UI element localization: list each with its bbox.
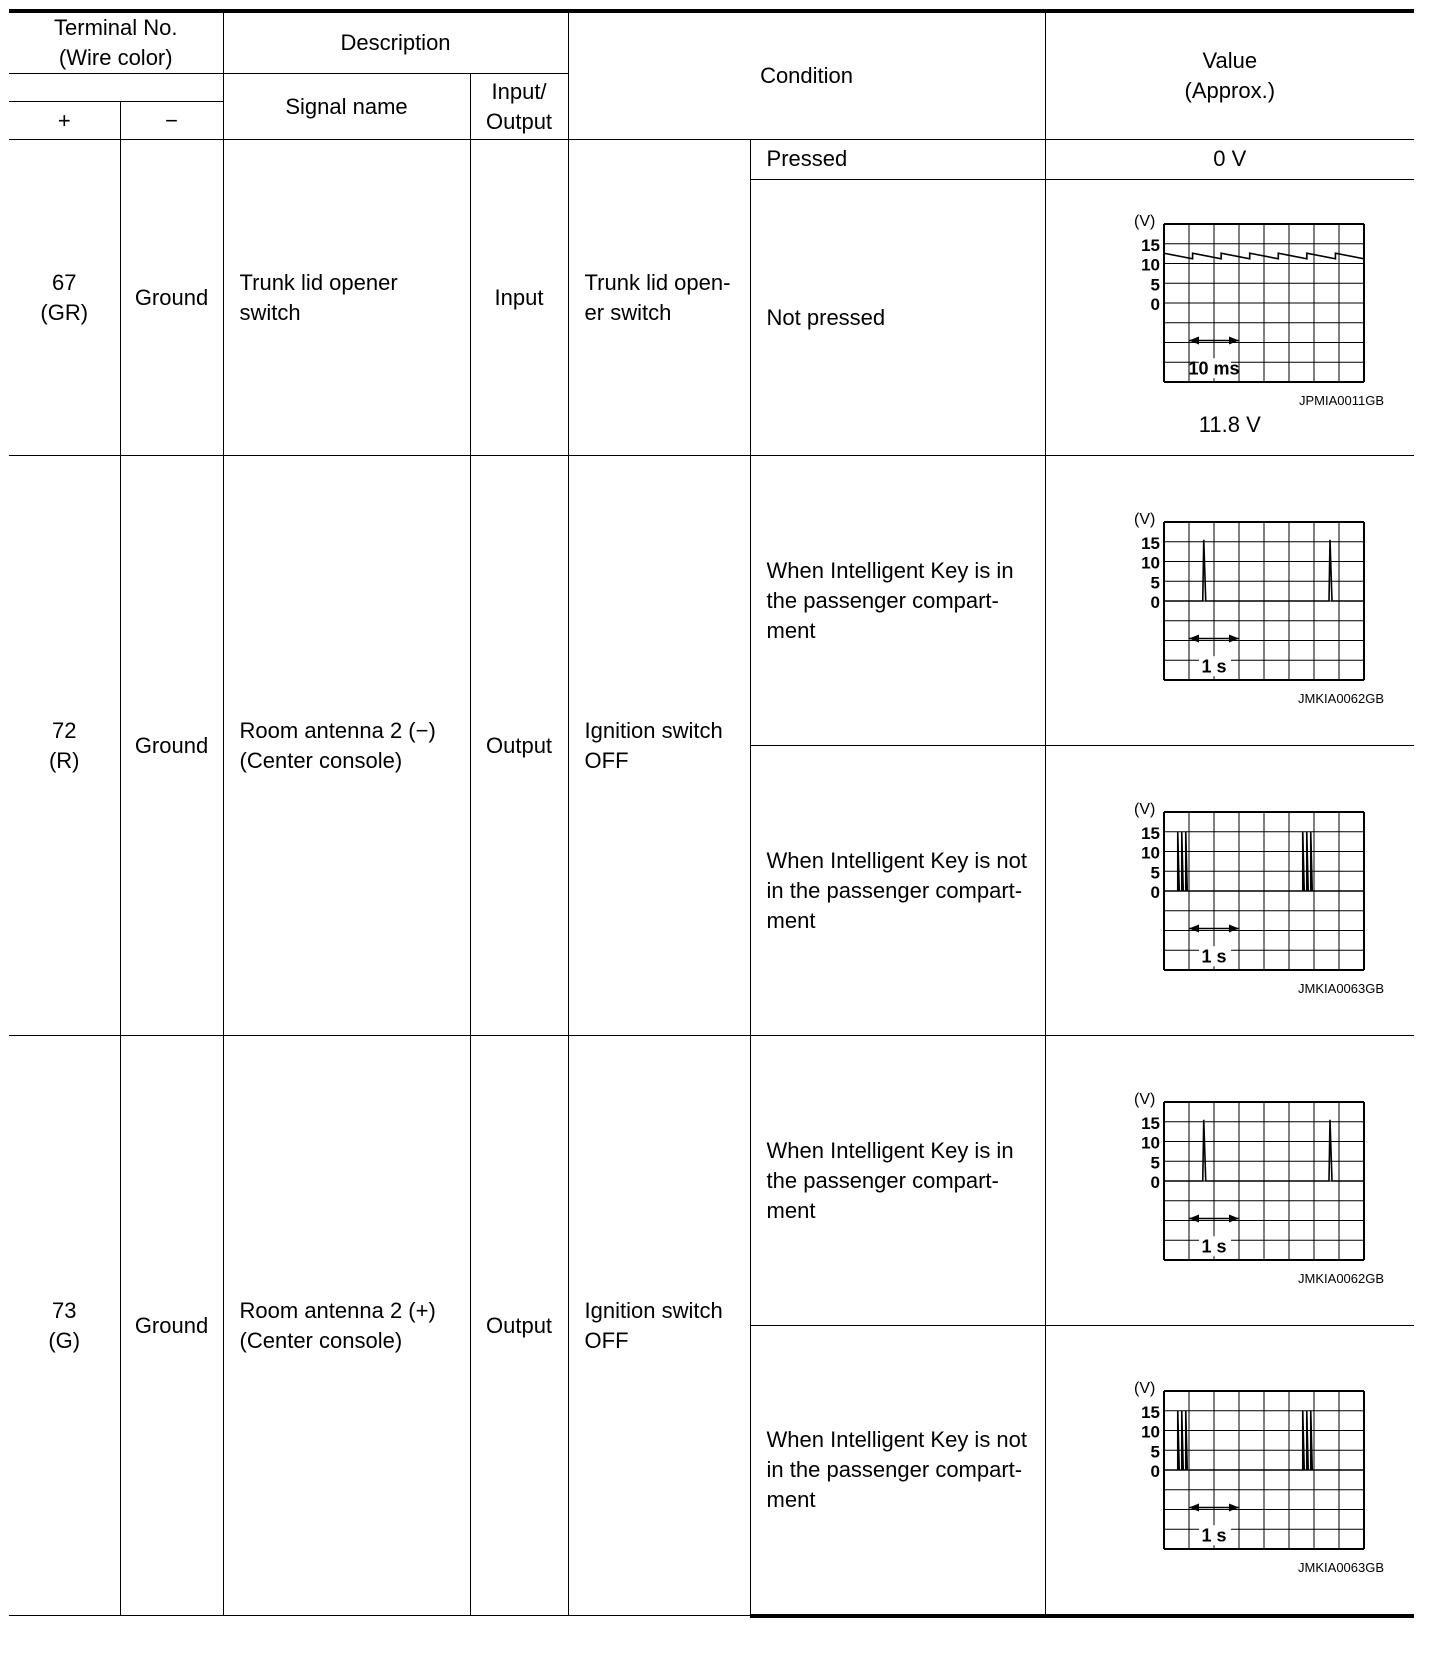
sub-condition-cell [750, 746, 1045, 1036]
tick-label: 0 [1150, 882, 1160, 902]
io-cell: Input [470, 140, 568, 456]
terminal-plus-cell [9, 456, 120, 1036]
table-row [9, 456, 1414, 746]
tick-label: 15 [1140, 1113, 1160, 1133]
signal-name-cell [223, 1036, 470, 1616]
terminal-spec-table [9, 9, 1414, 1618]
header-terminal-no [9, 11, 223, 74]
tick-label: 0 [1150, 1172, 1160, 1192]
sub-condition-line: When Intelligent Key is not [766, 847, 1028, 873]
tick-label: 5 [1150, 572, 1160, 592]
terminal-plus-cell [9, 1036, 120, 1616]
terminal-minus-cell: Ground [120, 1036, 223, 1616]
header-minus: − [120, 102, 223, 140]
wire-color: (R) [48, 747, 80, 773]
signal-name-cell [223, 140, 470, 456]
waveform-figure [1046, 496, 1415, 706]
oscilloscope-waveform [1080, 496, 1380, 692]
condition-line: OFF [584, 1327, 629, 1353]
sub-condition-cell: Not pressed [750, 180, 1045, 456]
signal-name-line: switch [239, 299, 301, 325]
header-input-output [470, 74, 568, 140]
value-cell [1045, 456, 1414, 746]
tick-label: 0 [1150, 592, 1160, 612]
signal-name-line: (Center console) [239, 747, 403, 773]
header-value-text: Value [1202, 48, 1258, 73]
sub-condition-line: When Intelligent Key is in [766, 557, 1014, 583]
sub-condition-cell [750, 1326, 1045, 1616]
figure-code: JMKIA0062GB [1298, 690, 1385, 706]
sub-condition-line: the passenger compart- [766, 587, 999, 613]
tick-label: 15 [1140, 823, 1160, 843]
header-output-text: Output [486, 108, 553, 134]
axis-unit: (V) [1133, 212, 1156, 230]
header-wire-color-text: (Wire color) [58, 45, 173, 70]
tick-label: 5 [1150, 274, 1160, 294]
header-input-text: Input/ [491, 78, 547, 104]
figure-code: JMKIA0062GB [1298, 1270, 1385, 1286]
table-row [9, 140, 1414, 180]
value-cell [1045, 180, 1414, 456]
condition-cell [568, 1036, 750, 1616]
sub-condition-line: When Intelligent Key is in [766, 1137, 1014, 1163]
terminal-plus-cell [9, 140, 120, 456]
tick-label: 15 [1140, 533, 1160, 553]
signal-name-line: Room antenna 2 (−) [239, 717, 436, 743]
sub-condition-line: ment [766, 1197, 816, 1223]
sub-condition-line: ment [766, 617, 816, 643]
wire-color: (GR) [40, 299, 89, 325]
header-condition: Condition [568, 11, 1045, 140]
figure-code: JPMIA0011GB [1299, 392, 1385, 408]
tick-label: 5 [1150, 862, 1160, 882]
condition-cell [568, 140, 750, 456]
terminal-number: 67 [52, 269, 77, 295]
signal-name-line: (Center console) [239, 1327, 403, 1353]
waveform-figure [1046, 198, 1415, 438]
tick-label: 5 [1150, 1152, 1160, 1172]
tick-label: 10 [1140, 255, 1160, 274]
sub-condition-line: in the passenger compart- [766, 877, 1023, 903]
oscilloscope-waveform [1080, 786, 1380, 982]
io-cell: Output [470, 1036, 568, 1616]
tick-label: 10 [1140, 1133, 1160, 1152]
tick-label: 0 [1150, 1461, 1160, 1481]
signal-name-cell [223, 456, 470, 1036]
terminal-minus-cell: Ground [120, 140, 223, 456]
oscilloscope-waveform [1080, 198, 1380, 394]
value-cell [1045, 1326, 1414, 1616]
header-signal-name: Signal name [223, 74, 470, 140]
axis-unit: (V) [1133, 510, 1156, 528]
header-approx-text: (Approx.) [1184, 78, 1276, 103]
time-scale-label: 1 s [1201, 945, 1227, 966]
terminal-number: 73 [52, 1297, 77, 1323]
sub-condition-line: ment [766, 1486, 816, 1512]
sub-condition-cell: Pressed [750, 140, 1045, 180]
terminal-minus-cell: Ground [120, 456, 223, 1036]
sub-condition-cell [750, 456, 1045, 746]
time-scale-label: 1 s [1201, 655, 1227, 676]
condition-line: Ignition switch [584, 717, 723, 743]
header-value [1045, 11, 1414, 140]
axis-unit: (V) [1133, 1090, 1156, 1108]
wire-color: (G) [48, 1327, 81, 1353]
terminal-number: 72 [52, 717, 77, 743]
io-cell: Output [470, 456, 568, 1036]
sub-condition-line: ment [766, 907, 816, 933]
sub-condition-cell [750, 1036, 1045, 1326]
condition-line: Trunk lid open- [584, 269, 731, 295]
oscilloscope-waveform [1080, 1076, 1380, 1272]
signal-name-line: Trunk lid opener [239, 269, 398, 295]
waveform-figure [1046, 1076, 1415, 1286]
tick-label: 10 [1140, 553, 1160, 572]
sub-condition-line: the passenger compart- [766, 1167, 999, 1193]
table-row [9, 1036, 1414, 1326]
time-scale-label: 10 ms [1188, 357, 1240, 378]
header-description: Description [223, 11, 568, 74]
axis-unit: (V) [1133, 1379, 1156, 1397]
value-cell [1045, 1036, 1414, 1326]
waveform-figure [1046, 786, 1415, 996]
tick-label: 5 [1150, 1442, 1160, 1461]
tick-label: 15 [1140, 235, 1160, 255]
figure-code: JMKIA0063GB [1298, 1559, 1385, 1575]
condition-cell [568, 456, 750, 1036]
tick-label: 10 [1140, 1422, 1160, 1442]
header-terminal-spacer [9, 74, 223, 102]
sub-condition-line: in the passenger compart- [766, 1456, 1023, 1482]
header-plus: + [9, 102, 120, 140]
signal-name-line: Room antenna 2 (+) [239, 1297, 436, 1323]
waveform-figure [1046, 1365, 1415, 1575]
time-scale-label: 1 s [1201, 1525, 1227, 1545]
condition-line: OFF [584, 747, 629, 773]
tick-label: 0 [1150, 294, 1160, 314]
header-terminal-no-text: Terminal No. [54, 15, 178, 40]
value-cell [1045, 746, 1414, 1036]
condition-line: er switch [584, 299, 672, 325]
figure-code: JMKIA0063GB [1298, 980, 1385, 996]
oscilloscope-waveform [1080, 1365, 1380, 1561]
axis-unit: (V) [1133, 800, 1156, 818]
value-cell: 0 V [1045, 140, 1414, 180]
tick-label: 15 [1140, 1402, 1160, 1422]
sub-condition-line: When Intelligent Key is not [766, 1426, 1028, 1452]
value-text: 11.8 V [1198, 411, 1261, 437]
condition-line: Ignition switch [584, 1297, 723, 1323]
tick-label: 10 [1140, 843, 1160, 862]
time-scale-label: 1 s [1201, 1235, 1227, 1256]
